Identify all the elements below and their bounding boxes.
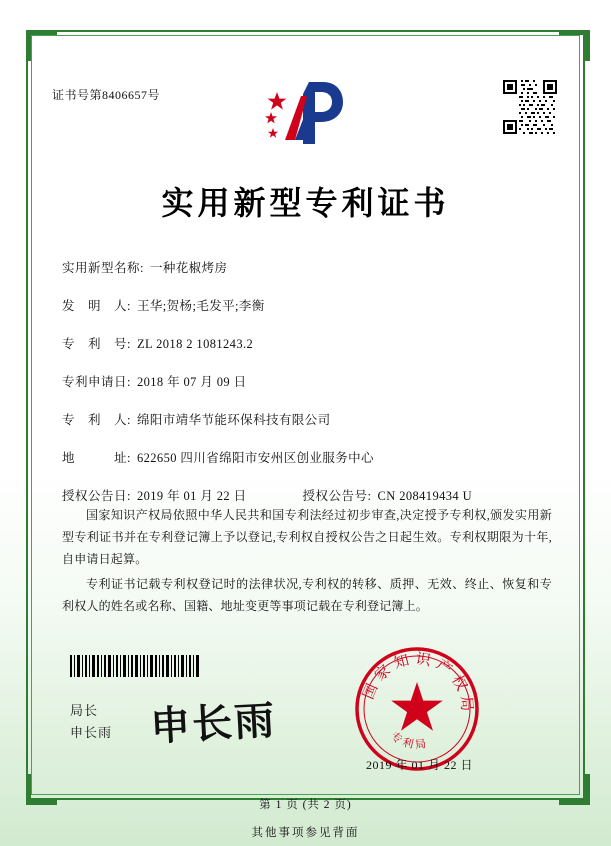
signature-block: [70, 700, 112, 744]
field-row: [62, 334, 552, 352]
grant-row: [62, 486, 552, 504]
field-row: [62, 372, 552, 390]
field-label: 专利申请日:: [62, 375, 131, 389]
corner-ornament-top-right: [559, 30, 590, 61]
field-value: 一种花椒烤房: [149, 261, 228, 275]
field-value: 2018 年 07 月 09 日: [136, 375, 247, 389]
field-value: 622650 四川省绵阳市安州区创业服务中心: [136, 451, 374, 465]
director-name-label: 申长雨: [70, 725, 113, 741]
certificate-number: 证书号第8406657号: [52, 88, 161, 102]
seal-date: 2019 年 01 月 22 日: [366, 758, 474, 772]
grant-date-label: 授权公告日:: [62, 489, 131, 503]
field-label: 发 明 人:: [62, 299, 131, 313]
official-seal: [352, 644, 482, 774]
field-row: [62, 410, 552, 428]
field-row: [62, 258, 552, 276]
field-label: 专 利 号:: [62, 337, 131, 351]
grant-number-value: CN 208419434 U: [377, 489, 472, 503]
svg-text:专利局: 专利局: [388, 729, 430, 752]
director-role-label: 局长: [70, 703, 99, 718]
grant-number-group: [303, 486, 472, 504]
grant-date-value: 2019 年 01 月 22 日: [136, 489, 247, 503]
legal-paragraph: 专利证书记载专利权登记时的法律状况,专利权的转移、质押、无效、终止、恢复和专利权人的姓名或名称、国籍、地址变更等事项记载在专利登记簿上。: [62, 576, 552, 613]
corner-ornament-top-left: [26, 30, 57, 61]
field-label: 实用新型名称:: [62, 261, 144, 275]
legal-text: [62, 504, 552, 619]
footer-note: 其他事项参见背面: [251, 827, 360, 839]
field-label: 地 址:: [62, 451, 131, 465]
svg-text:国家知识产权局: 国家知识产权局: [358, 649, 477, 717]
field-value: 绵阳市靖华节能环保科技有限公司: [136, 413, 331, 427]
field-row: [62, 448, 552, 466]
field-list: [62, 258, 552, 524]
handwritten-signature: 申长雨: [149, 696, 278, 751]
legal-paragraph: 国家知识产权局依照中华人民共和国专利法经过初步审查,决定授予专利权,颁发实用新型专利证书并在专利登记簿上予以登记,专利权自授权公告之日起生效。专利权期限为十年,自申请日起算。: [62, 508, 552, 567]
field-row: [62, 296, 552, 314]
page-indicator: 第 1 页 (共 2 页): [259, 799, 352, 811]
patent-office-emblem-icon: [251, 74, 361, 152]
field-label: 专 利 人:: [62, 413, 131, 427]
field-value: 王华;贺杨;毛发平;李衡: [136, 299, 265, 313]
field-value: ZL 2018 2 1081243.2: [136, 337, 254, 351]
barcode-icon: [70, 655, 200, 677]
qr-code-icon: [503, 80, 557, 134]
page-title: 实用新型专利证书: [161, 184, 450, 222]
grant-number-label: 授权公告号:: [302, 489, 372, 503]
